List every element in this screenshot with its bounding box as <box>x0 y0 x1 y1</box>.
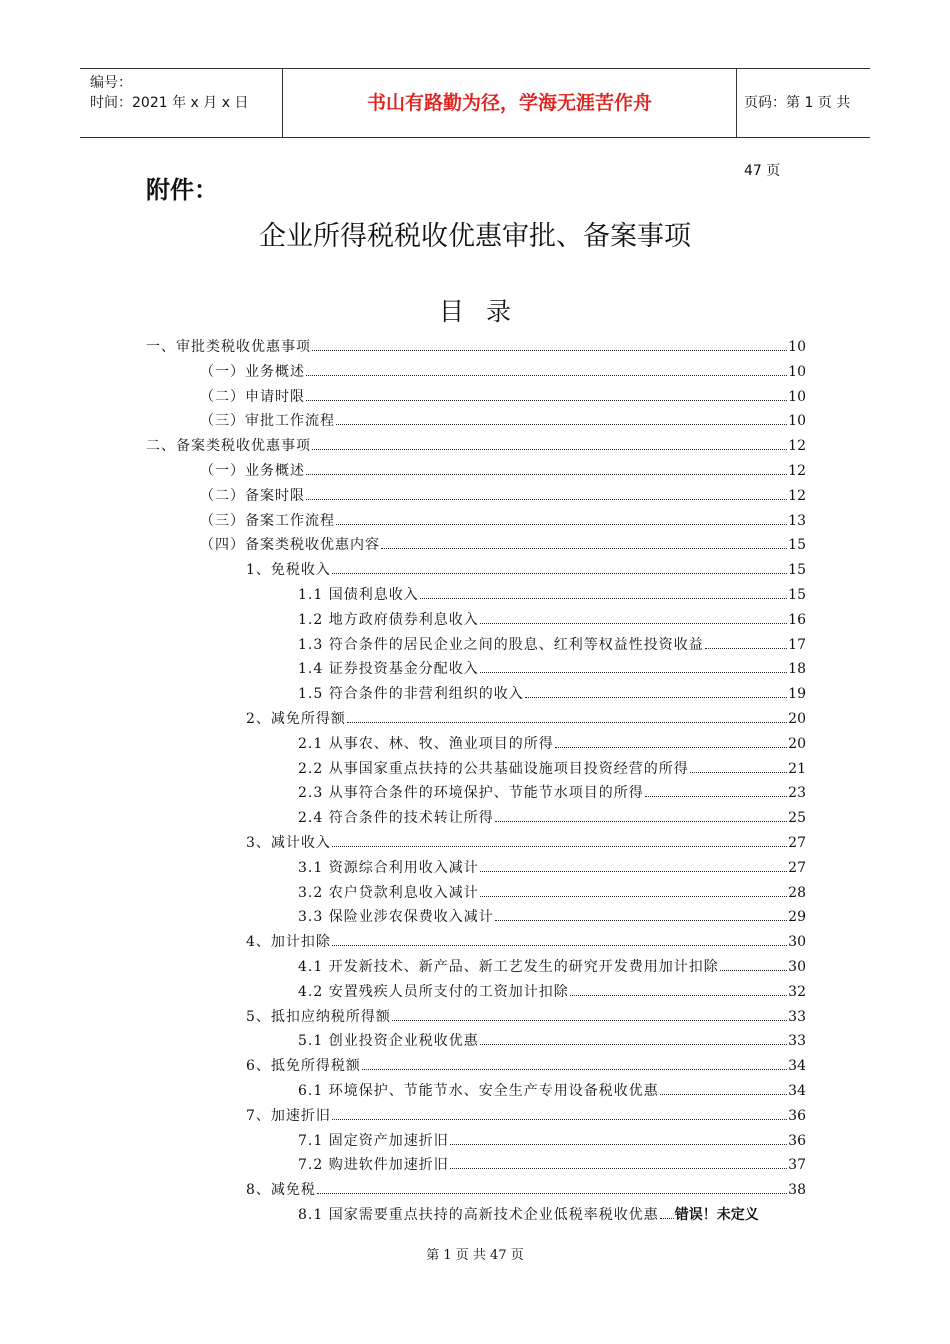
toc-leader-dots <box>705 647 787 649</box>
toc-entry-page: 17 <box>788 636 806 653</box>
toc-leader-dots <box>720 969 787 971</box>
toc-entry[interactable] <box>298 1029 806 1053</box>
toc-leader-dots <box>332 1118 787 1120</box>
page-footer: 第 1 页 共 47 页 <box>426 1248 524 1263</box>
toc-entry-page: 13 <box>788 512 806 529</box>
toc-entry-page: 23 <box>788 785 806 802</box>
toc-entry-title: 4.1 开发新技术、新产品、新工艺发生的研究开发费用加计扣除 <box>298 959 719 975</box>
header-time: 时间：2021 年 x 月 x 日 <box>90 95 249 111</box>
toc-entry-page: 27 <box>788 859 806 876</box>
toc-entry[interactable] <box>200 533 806 557</box>
toc-heading: 目录 <box>438 297 533 326</box>
toc-entry[interactable] <box>298 881 806 905</box>
toc-entry[interactable] <box>298 781 806 805</box>
toc-entry-title: 3.2 农户贷款利息收入减计 <box>298 884 479 901</box>
toc-entry[interactable] <box>246 1178 806 1202</box>
toc-entry[interactable] <box>298 980 806 1004</box>
toc-entry[interactable] <box>298 856 806 880</box>
toc-entry-title: 1.2 地方政府债券利息收入 <box>298 611 479 628</box>
toc-leader-dots <box>392 1019 787 1021</box>
toc-entry-title: 1、免税收入 <box>246 562 331 579</box>
toc-entry-page: 12 <box>788 487 806 504</box>
toc-entry-page: 30 <box>788 959 806 975</box>
toc-entry-title: 8.1 国家需要重点扶持的高新技术企业低税率税收优惠 <box>298 1207 659 1223</box>
toc-entry-page: 38 <box>788 1182 806 1199</box>
toc-entry-title: 2.3 从事符合条件的环境保护、节能节水项目的所得 <box>298 785 644 802</box>
toc-entry[interactable] <box>200 509 806 533</box>
toc-leader-dots <box>332 572 787 574</box>
toc-entry-title: （一）业务概述 <box>200 463 305 479</box>
toc-entry-page: 12 <box>788 463 806 479</box>
header-number: 编号： <box>90 75 132 91</box>
header-page-info: 页码：第 1 页 共 47 页 <box>744 95 851 179</box>
toc-entry-page: 16 <box>788 611 806 628</box>
toc-entry-title: 5.1 创业投资企业税收优惠 <box>298 1033 479 1050</box>
toc-leader-dots <box>555 746 787 748</box>
toc-entry-page: 32 <box>788 983 806 1000</box>
toc-entry-page: 21 <box>788 760 806 777</box>
toc-entry[interactable] <box>246 707 806 731</box>
toc-leader-dots <box>336 523 787 525</box>
toc-entry-page: 10 <box>788 339 806 355</box>
toc-entry-page: 19 <box>788 686 806 703</box>
toc-entry-title: （三）备案工作流程 <box>200 512 335 529</box>
toc-leader-dots <box>312 448 787 450</box>
toc-entry[interactable] <box>246 1104 806 1128</box>
toc-entry[interactable] <box>246 1054 806 1078</box>
toc-entry[interactable] <box>298 1203 806 1227</box>
toc-leader-dots <box>525 696 787 698</box>
toc-entry[interactable] <box>146 335 806 359</box>
toc-entry-title: 2、减免所得额 <box>246 711 346 727</box>
toc-entry-title: 6、抵免所得税额 <box>246 1058 361 1075</box>
attachment-label: 附件： <box>146 176 218 204</box>
header-meta <box>80 69 282 137</box>
toc-entry-title: （四）备案类税收优惠内容 <box>200 537 380 554</box>
toc-leader-dots <box>336 423 787 425</box>
toc-leader-dots <box>495 820 787 822</box>
toc-entry-page: 12 <box>788 438 806 455</box>
toc-entry-title: 7.1 固定资产加速折旧 <box>298 1132 449 1149</box>
toc-entry-page: 34 <box>788 1083 806 1099</box>
toc-entry-page: 15 <box>788 587 806 603</box>
toc-leader-dots <box>317 1192 787 1194</box>
header-motto: 书山有路勤为径，学海无涯苦作舟 <box>282 69 737 137</box>
document-title: 企业所得税税收优惠审批、备案事项 <box>259 221 691 252</box>
toc-entry[interactable] <box>200 360 806 384</box>
toc-entry-title: 一、审批类税收优惠事项 <box>146 339 311 355</box>
toc-entry[interactable] <box>298 757 806 781</box>
toc-entry[interactable] <box>298 806 806 830</box>
toc-leader-dots <box>480 622 787 624</box>
toc-entry-title: 7.2 购进软件加速折旧 <box>298 1157 449 1174</box>
toc-leader-dots <box>381 547 787 549</box>
toc-leader-dots <box>450 1167 787 1169</box>
toc-entry-title: 1.3 符合条件的居民企业之间的股息、红利等权益性投资收益 <box>298 636 704 653</box>
toc-entry-title: （一）业务概述 <box>200 363 305 380</box>
toc-leader-dots <box>480 671 787 673</box>
toc-entry-title: 4、加计扣除 <box>246 934 331 951</box>
toc-entry-page: 33 <box>788 1008 806 1025</box>
toc-entry[interactable] <box>298 905 806 929</box>
toc-entry-title: 二、备案类税收优惠事项 <box>146 438 311 455</box>
toc-entry-page: 36 <box>788 1107 806 1124</box>
toc-entry-title: 3.3 保险业涉农保费收入减计 <box>298 909 494 926</box>
toc-entry-page: 20 <box>788 711 806 727</box>
toc-leader-dots <box>690 771 787 773</box>
toc-entry-title: 5、抵扣应纳税所得额 <box>246 1008 391 1025</box>
toc-entry[interactable] <box>298 1079 806 1103</box>
toc-entry[interactable] <box>298 682 806 706</box>
toc-entry-title: 2.4 符合条件的技术转让所得 <box>298 810 494 827</box>
toc-leader-dots <box>306 399 787 401</box>
toc-entry[interactable] <box>298 657 806 681</box>
toc-leader-dots <box>312 349 787 351</box>
toc-entry[interactable] <box>200 385 806 409</box>
page-header <box>80 68 870 179</box>
toc-entry[interactable] <box>146 434 806 458</box>
toc-entry-page: 28 <box>788 884 806 901</box>
toc-entry[interactable] <box>200 409 806 433</box>
toc-leader-dots <box>660 1093 787 1095</box>
toc-entry[interactable] <box>246 831 806 855</box>
toc-leader-dots <box>362 1068 787 1070</box>
toc-entry-title: 7、加速折旧 <box>246 1107 331 1124</box>
toc-entry[interactable] <box>298 955 806 979</box>
toc-entry-page: 33 <box>788 1033 806 1050</box>
toc-entry-page: 37 <box>788 1157 806 1174</box>
toc-leader-dots <box>306 498 787 500</box>
toc-entry-page: 15 <box>788 562 806 579</box>
toc-entry-page: 25 <box>788 810 806 827</box>
toc-entry[interactable] <box>298 633 806 657</box>
toc-leader-dots <box>495 919 787 921</box>
toc-leader-dots <box>306 374 787 376</box>
toc-leader-dots <box>660 1217 674 1219</box>
toc-entry-page: 15 <box>788 537 806 554</box>
toc-entry-page: 30 <box>788 934 806 951</box>
toc-entry-title: 2.1 从事农、林、牧、渔业项目的所得 <box>298 735 554 752</box>
toc-entry-title: （二）申请时限 <box>200 388 305 405</box>
toc-entry-title: 3.1 资源综合利用收入减计 <box>298 859 479 876</box>
toc-entry[interactable] <box>298 583 806 607</box>
toc-leader-dots <box>450 1143 787 1145</box>
toc-entry-page: 20 <box>788 735 806 752</box>
toc-leader-dots <box>645 795 787 797</box>
toc-entry-title: （三）审批工作流程 <box>200 413 335 430</box>
toc-entry-page: 10 <box>788 388 806 405</box>
toc-leader-dots <box>480 895 787 897</box>
toc-entry[interactable] <box>298 1153 806 1177</box>
toc-leader-dots <box>480 870 787 872</box>
toc-entry[interactable] <box>200 484 806 508</box>
toc-entry-error: 错误！未定义 <box>674 1207 759 1223</box>
toc-entry[interactable] <box>298 1129 806 1153</box>
toc-leader-dots <box>332 944 787 946</box>
toc-entry-page: 29 <box>788 909 806 926</box>
toc-entry-page: 36 <box>788 1132 806 1149</box>
toc-leader-dots <box>332 845 787 847</box>
toc-entry[interactable] <box>298 608 806 632</box>
toc-entry-title: 3、减计收入 <box>246 835 331 851</box>
toc-entry-page: 34 <box>788 1058 806 1075</box>
toc-entry-page: 18 <box>788 661 806 678</box>
toc-leader-dots <box>347 721 787 723</box>
toc-entry[interactable] <box>246 930 806 954</box>
toc-entry[interactable] <box>246 1005 806 1029</box>
toc-entry-title: 8、减免税 <box>246 1182 316 1199</box>
toc-entry-page: 10 <box>788 363 806 380</box>
toc-entry-title: 1.5 符合条件的非营利组织的收入 <box>298 686 524 703</box>
toc-leader-dots <box>420 597 787 599</box>
toc-leader-dots <box>480 1043 787 1045</box>
toc-entry-title: 6.1 环境保护、节能节水、安全生产专用设备税收优惠 <box>298 1083 659 1099</box>
toc-entry-title: 4.2 安置残疾人员所支付的工资加计扣除 <box>298 983 569 1000</box>
toc-entry[interactable] <box>298 732 806 756</box>
toc-entry-page: 10 <box>788 413 806 430</box>
toc-entry[interactable] <box>200 459 806 483</box>
toc-entry-title: 2.2 从事国家重点扶持的公共基础设施项目投资经营的所得 <box>298 760 689 777</box>
toc-entry-title: （二）备案时限 <box>200 487 305 504</box>
toc-entry-title: 1.1 国债利息收入 <box>298 587 419 603</box>
toc-entry[interactable] <box>246 558 806 582</box>
toc-entry-title: 1.4 证券投资基金分配收入 <box>298 661 479 678</box>
toc-leader-dots <box>306 473 787 475</box>
toc-entry-page: 27 <box>788 835 806 851</box>
toc-leader-dots <box>570 994 787 996</box>
